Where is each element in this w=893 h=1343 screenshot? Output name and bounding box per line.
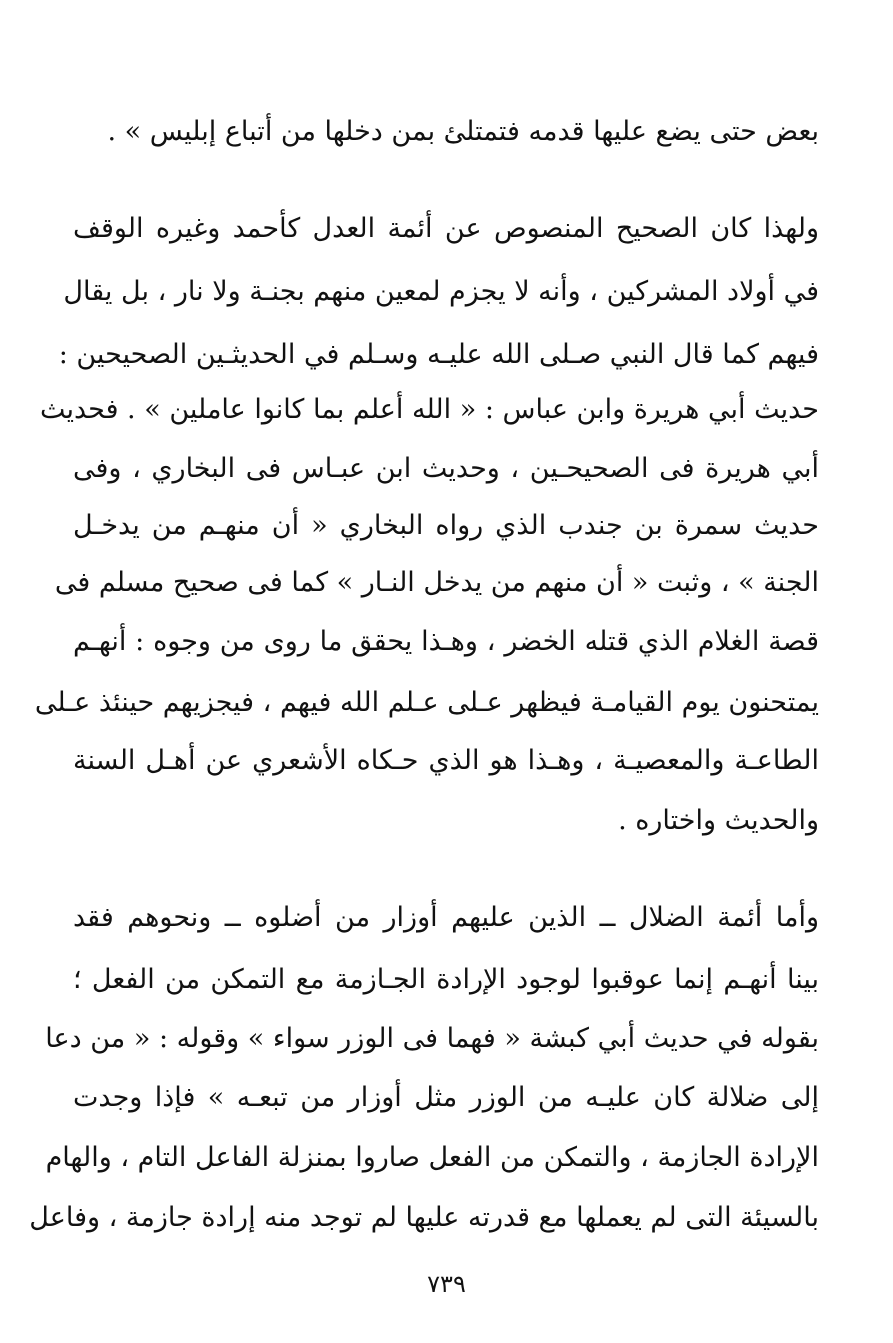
text-line: والحديث واختاره .: [618, 805, 819, 836]
text-line: قصة الغلام الذي قتله الخضر ، وهـذا يحقق ما روى من وجوه : أنهـم: [73, 626, 819, 657]
text-line: حديث أبي هريرة وابن عباس : « الله أعلم بما كانوا عاملين » . فحديث: [39, 394, 819, 425]
text-line: ولهذا كان الصحيح المنصوص عن أئمة العدل كأحمد وغيره الوقف: [73, 213, 819, 244]
text-line: بعض حتى يضع عليها قدمه فتمتلئ بمن دخلها من أتباع إبليس » .: [107, 116, 819, 147]
text-line: الجنة » ، وثبت « أن منهم من يدخل النـار » كما فى صحيح مسلم فى: [54, 567, 819, 598]
text-line: إلى ضلالة كان عليـه من الوزر مثل أوزار من تبعـه » فإذا وجدت: [73, 1082, 819, 1113]
text-line: في أولاد المشركين ، وأنه لا يجزم لمعين منهم بجنـة ولا نار ، بل يقال: [63, 276, 819, 307]
text-line: بينا أنهـم إنما عوقبوا لوجود الإرادة الجـازمة مع التمكن من الفعل ؛: [73, 964, 819, 995]
text-line: وأما أئمة الضلال ــ الذين عليهم أوزار من أضلوه ــ ونحوهم فقد: [73, 902, 819, 933]
text-line: بقوله في حديث أبي كبشة « فهما فى الوزر سواء » وقوله : « من دعا: [45, 1023, 819, 1054]
text-line: أبي هريرة فى الصحيحـين ، وحديث ابن عبـاس فى البخاري ، وفى: [73, 453, 819, 484]
text-line: بالسيئة التى لم يعملها مع قدرته عليها لم توجد منه إرادة جازمة ، وفاعل: [29, 1202, 819, 1233]
text-line: الطاعـة والمعصيـة ، وهـذا هو الذي حـكاه الأشعري عن أهـل السنة: [73, 745, 819, 776]
text-line: الإرادة الجازمة ، والتمكن من الفعل صاروا بمنزلة الفاعل التام ، والهام: [45, 1142, 819, 1173]
text-line: حديث سمرة بن جندب الذي رواه البخاري « أن منهـم من يدخـل: [73, 510, 819, 541]
text-line: فيهم كما قال النبي صـلى الله عليـه وسـلم في الحديثـين الصحيحين :: [58, 339, 819, 370]
text-line: يمتحنون يوم القيامـة فيظهر عـلى عـلم الله فيهم ، فيجزيهم حينئذ عـلى: [34, 687, 819, 718]
page-number: ٧٣٩: [427, 1270, 466, 1298]
